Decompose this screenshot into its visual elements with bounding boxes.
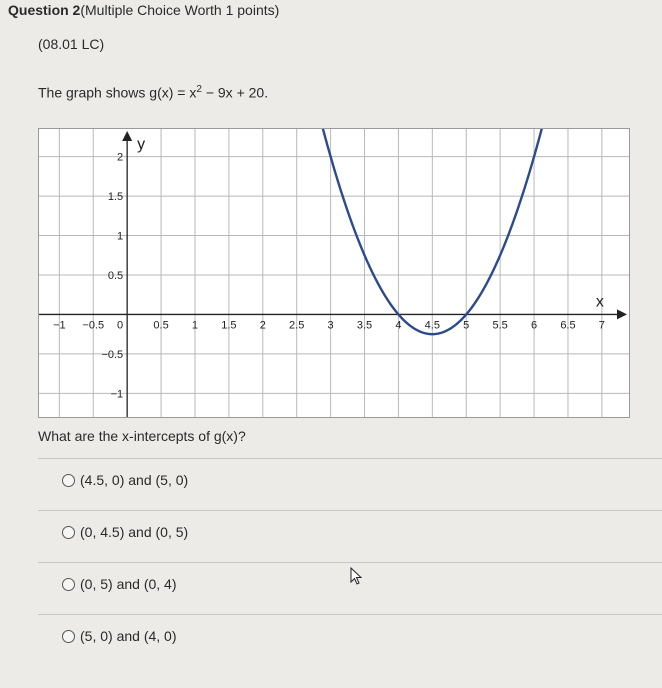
y-tick-label: 0: [117, 319, 124, 332]
choice-2[interactable]: [38, 510, 662, 554]
x-tick-label: 6.5: [560, 319, 576, 332]
x-tick-label: 3.5: [356, 319, 373, 332]
x-tick-label: 5: [463, 319, 470, 332]
x-tick-label: 4: [395, 319, 402, 332]
x-tick-label: 2.5: [289, 319, 305, 332]
y-tick-label: −0.5: [101, 348, 124, 361]
question-info: (Multiple Choice Worth 1 points): [80, 2, 280, 18]
choice-4[interactable]: [38, 614, 662, 658]
radio-button[interactable]: [62, 630, 75, 643]
question-header: [8, 2, 279, 18]
x-tick-label: 5.5: [492, 319, 508, 332]
y-axis-label: y: [137, 136, 146, 153]
choice-label: (0, 5) and (0, 4): [80, 576, 177, 592]
x-tick-label: −0.5: [82, 319, 105, 332]
y-tick-label: 1: [117, 230, 124, 243]
mouse-cursor-icon: [350, 567, 364, 587]
function-expression: g(x) = x: [149, 84, 197, 101]
sub-question: [38, 428, 246, 444]
y-axis-arrow-icon: [122, 131, 132, 141]
sub-question-text: What are the x-intercepts of: [38, 428, 214, 444]
radio-button[interactable]: [62, 526, 75, 539]
prompt-text: The graph shows: [38, 84, 150, 101]
x-tick-label: 7: [598, 319, 605, 332]
graph-canvas: [39, 129, 629, 417]
choice-label: (4.5, 0) and (5, 0): [80, 472, 189, 488]
radio-button[interactable]: [62, 578, 75, 591]
choice-1[interactable]: [38, 458, 662, 502]
x-tick-label: 1: [191, 319, 199, 332]
x-tick-label: 6: [530, 319, 538, 332]
y-tick-label: −1: [110, 388, 124, 401]
x-tick-label: 2: [259, 319, 266, 332]
x-tick-label: 4.5: [424, 319, 440, 332]
function-exponent: 2: [196, 84, 202, 95]
question-code: (08.01 LC): [38, 36, 105, 52]
y-tick-label: 0.5: [107, 269, 124, 282]
x-tick-label: 0.5: [153, 319, 169, 332]
choice-label: (5, 0) and (4, 0): [80, 628, 177, 644]
question-number: Question 2: [8, 2, 81, 18]
question-prompt: [38, 84, 268, 101]
x-tick-label: −1: [53, 319, 66, 332]
radio-button[interactable]: [62, 474, 75, 487]
x-axis-arrow-icon: [617, 309, 627, 319]
x-tick-label: 3: [327, 319, 334, 332]
y-tick-label: 2: [117, 151, 124, 164]
x-axis-label: x: [595, 293, 604, 311]
choice-label: (0, 4.5) and (0, 5): [80, 524, 189, 540]
function-rest: − 9x + 20.: [201, 84, 269, 101]
sub-question-fx: g(x)?: [213, 428, 246, 444]
function-graph: [38, 128, 630, 418]
x-tick-label: 1.5: [221, 319, 237, 332]
y-tick-label: 1.5: [107, 191, 124, 204]
